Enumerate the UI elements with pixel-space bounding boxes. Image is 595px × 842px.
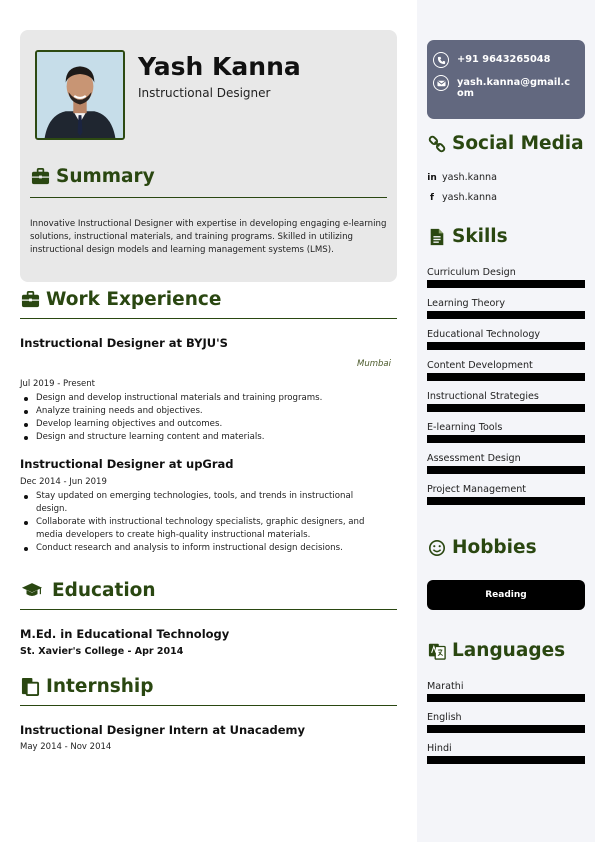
skill-item (427, 360, 585, 381)
phone-icon (433, 52, 449, 68)
languages-title: Languages (452, 640, 566, 661)
profile-photo (35, 50, 125, 140)
skills-heading (427, 226, 508, 247)
skill-label: E-learning Tools (427, 422, 503, 433)
education-heading (20, 580, 397, 601)
hobbies-title: Hobbies (452, 537, 537, 558)
email-address: yash.kanna@gmail.com (457, 77, 571, 99)
internship-section (20, 676, 397, 752)
list-item: Collaborate with instructional technology specialists, graphic designers, and media developers to create high-quality instructional materials. (20, 516, 385, 542)
skill-label: Educational Technology (427, 329, 541, 340)
job-location: Mumbai (357, 359, 391, 369)
candidate-name: Yash Kanna (138, 52, 301, 81)
social-facebook[interactable] (427, 192, 497, 203)
candidate-role: Instructional Designer (138, 86, 271, 100)
skill-bar (427, 280, 585, 288)
graduation-cap-icon (20, 581, 44, 601)
work-experience-heading (20, 289, 397, 310)
language-item (427, 743, 585, 764)
list-item: Develop learning objectives and outcomes. (20, 418, 397, 431)
skill-item (427, 453, 585, 474)
skill-label: Assessment Design (427, 453, 521, 464)
skill-label: Curriculum Design (427, 267, 516, 278)
linkedin-icon: in (427, 172, 437, 183)
list-item: Analyze training needs and objectives. (20, 405, 397, 418)
language-icon (427, 641, 447, 661)
work-experience-section (20, 289, 397, 555)
social-linkedin[interactable] (427, 172, 497, 183)
summary-text: Innovative Instructional Designer with expertise in developing engaging e-learning solutions, instructional materials, and training programs. Skilled in utilizing instructional design models and learning management systems (LMS). (30, 219, 387, 255)
degree: M.Ed. in Educational Technology (20, 627, 230, 641)
list-item: Design and structure learning content and materials. (20, 431, 397, 444)
list-item: Conduct research and analysis to inform instructional design decisions. (20, 542, 385, 555)
summary-divider (30, 197, 387, 198)
skill-item (427, 484, 585, 505)
language-label: Hindi (427, 743, 452, 754)
language-bar (427, 725, 585, 733)
internship-dates: May 2014 - Nov 2014 (20, 742, 112, 752)
school: St. Xavier's College - Apr 2014 (20, 646, 184, 657)
language-item (427, 712, 585, 733)
facebook-icon: f (430, 192, 434, 203)
skill-bar (427, 435, 585, 443)
hobbies-heading (427, 537, 537, 558)
phone-number: +91 9643265048 (457, 54, 551, 65)
language-label: Marathi (427, 681, 464, 692)
skill-bar (427, 311, 585, 319)
skill-bar (427, 466, 585, 474)
email-row[interactable] (433, 75, 573, 99)
internship-role: Instructional Designer Intern at Unacademy (20, 723, 306, 737)
skill-label: Content Development (427, 360, 533, 371)
job-entry (20, 457, 397, 555)
skill-label: Learning Theory (427, 298, 506, 309)
summary-title: Summary (56, 166, 155, 187)
briefcase-icon (20, 290, 40, 310)
skill-item (427, 422, 585, 443)
skill-item (427, 391, 585, 412)
list-item: Stay updated on emerging technologies, tools, and trends in instructional design. (20, 490, 385, 516)
social-media-title: Social Media (452, 133, 584, 154)
skill-item (427, 298, 585, 319)
skill-item (427, 267, 585, 288)
skill-label: Project Management (427, 484, 527, 495)
header-card (20, 30, 397, 282)
skill-bar (427, 497, 585, 505)
job-bullets (20, 392, 397, 444)
internship-heading (20, 676, 397, 697)
skill-bar (427, 342, 585, 350)
phone-row[interactable] (433, 52, 573, 68)
job-dates: Dec 2014 - Jun 2019 (20, 477, 107, 487)
language-bar (427, 756, 585, 764)
work-experience-title: Work Experience (46, 289, 222, 310)
education-title: Education (52, 580, 156, 601)
skills-title: Skills (452, 226, 508, 247)
list-item: Design and develop instructional materials and training programs. (20, 392, 397, 405)
job-title: Instructional Designer at BYJU'S (20, 336, 228, 350)
languages-heading (427, 640, 565, 661)
skill-item (427, 329, 585, 350)
internship-title: Internship (46, 676, 154, 697)
briefcase-icon (30, 167, 50, 187)
skill-bar (427, 404, 585, 412)
language-label: English (427, 712, 462, 723)
skill-bar (427, 373, 585, 381)
job-title: Instructional Designer at upGrad (20, 457, 234, 471)
social-handle: yash.kanna (442, 192, 497, 203)
document-icon (427, 227, 447, 247)
link-icon (427, 134, 447, 154)
smile-icon (427, 538, 447, 558)
education-section (20, 580, 397, 657)
document-copy-icon (20, 677, 40, 697)
language-bar (427, 694, 585, 702)
summary-heading (30, 166, 155, 187)
education-divider (20, 609, 397, 610)
language-item (427, 681, 585, 702)
job-dates: Jul 2019 - Present (20, 379, 95, 389)
email-icon (433, 75, 449, 91)
social-handle: yash.kanna (442, 172, 497, 183)
internship-divider (20, 705, 397, 706)
contact-card (427, 40, 585, 119)
job-entry (20, 336, 397, 444)
hobby-badge: Reading (427, 580, 585, 610)
skill-label: Instructional Strategies (427, 391, 539, 402)
social-media-heading (427, 133, 584, 154)
work-divider (20, 318, 397, 319)
job-bullets (20, 490, 385, 555)
